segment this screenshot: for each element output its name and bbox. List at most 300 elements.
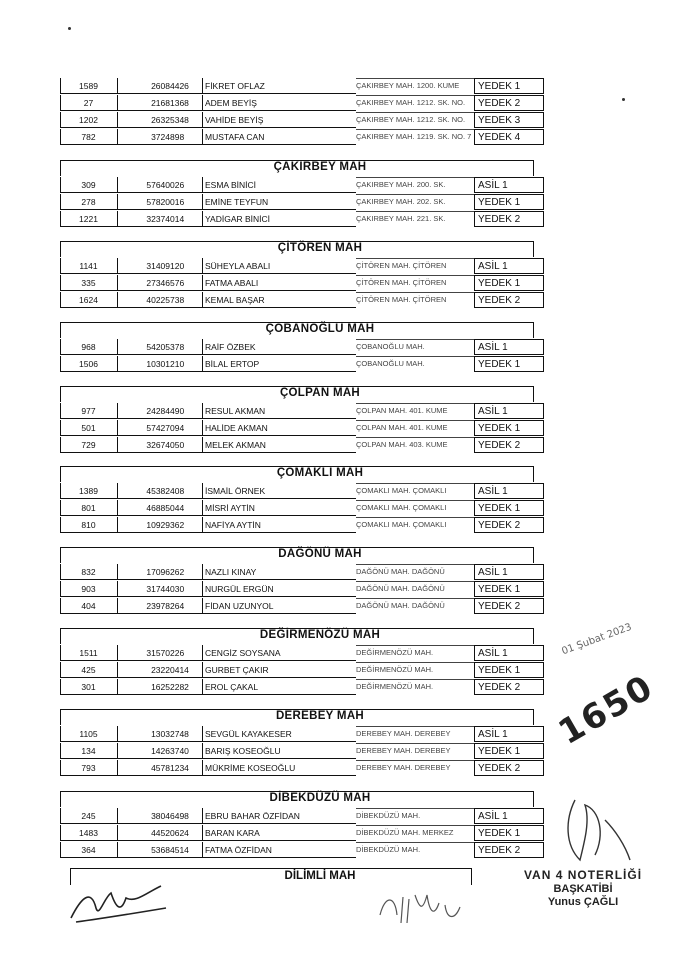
id-number-suffix: 120 — [170, 261, 185, 271]
column-divider — [117, 194, 118, 210]
address: ÇOLPAN MAH. 401. KUME — [356, 420, 474, 437]
status-badge: ASİL 1 — [474, 339, 544, 355]
column-divider — [117, 662, 118, 678]
column-divider — [117, 598, 118, 614]
address: DEREBEY MAH. DEREBEY — [356, 760, 474, 777]
table-row — [60, 760, 544, 776]
column-divider — [117, 483, 118, 499]
entry-number: 793 — [60, 760, 116, 776]
column-divider — [202, 760, 203, 776]
section-title: ÇOLPAN MAH — [279, 387, 361, 399]
status-badge: ASİL 1 — [474, 403, 544, 419]
id-number-suffix: 490 — [170, 406, 185, 416]
address: DEĞİRMENÖZÜ MAH. — [356, 679, 474, 696]
person-name: BARIŞ KOSEOĞLU — [205, 746, 281, 756]
status-badge: YEDEK 1 — [474, 825, 544, 841]
status-badge: ASİL 1 — [474, 177, 544, 193]
entry-number: 364 — [60, 842, 116, 858]
address: DİBEKDÜZÜ MAH. MERKEZ — [356, 825, 474, 842]
status-badge: YEDEK 1 — [474, 275, 544, 291]
column-divider — [117, 129, 118, 145]
section-title: ÇOMAKLI MAH — [276, 467, 364, 479]
column-divider — [202, 403, 203, 419]
column-divider — [117, 743, 118, 759]
person-name: EMİNE TEYFUN — [205, 197, 269, 207]
row-rule — [60, 307, 356, 308]
address: ÇAKIRBEY MAH. 1200. KUME — [356, 78, 474, 95]
date-stamp: 01 Şubat 2023 — [560, 621, 634, 658]
id-number-suffix: 5348 — [170, 115, 189, 125]
section-title: ÇAKIRBEY MAH — [273, 161, 367, 173]
entry-number: 801 — [60, 500, 116, 516]
status-badge: YEDEK 4 — [474, 129, 544, 145]
status-badge: ASİL 1 — [474, 808, 544, 824]
table-row — [60, 564, 544, 580]
entry-number: 1221 — [60, 211, 116, 227]
person-name: NAZLI KINAY — [205, 567, 257, 577]
entry-number: 309 — [60, 177, 116, 193]
column-divider — [117, 258, 118, 274]
column-divider — [117, 78, 118, 94]
address: DİBEKDÜZÜ MAH. — [356, 808, 474, 825]
id-number-suffix: 2748 — [170, 729, 189, 739]
id-number-suffix: 264 — [170, 601, 185, 611]
id-number-part: 24284 — [146, 406, 170, 416]
column-divider — [117, 842, 118, 858]
id-number-suffix: 210 — [170, 359, 185, 369]
address: ÇİTÖREN MAH. ÇİTÖREN — [356, 292, 474, 309]
id-number-part: 27346 — [146, 278, 170, 288]
id-number-part: 57427 — [146, 423, 170, 433]
column-divider — [117, 437, 118, 453]
entry-number: 832 — [60, 564, 116, 580]
entry-number: 1506 — [60, 356, 116, 372]
person-name: FİDAN UZUNYOL — [205, 601, 274, 611]
id-number-part: 2322 — [151, 665, 170, 675]
row-rule — [60, 660, 356, 661]
id-number-suffix: 378 — [170, 342, 185, 352]
address: ÇOLPAN MAH. 401. KUME — [356, 403, 474, 420]
id-number-part: 2632 — [151, 115, 170, 125]
person-name: KEMAL BAŞAR — [205, 295, 265, 305]
row-rule — [60, 371, 356, 372]
row-rule — [60, 209, 356, 210]
address: DEREBEY MAH. DEREBEY — [356, 726, 474, 743]
person-name: NURGÜL ERGÜN — [205, 584, 274, 594]
table-row — [60, 662, 544, 678]
address: DAĞÖNÜ MAH. DAĞÖNÜ — [356, 564, 474, 581]
id-number-suffix: 016 — [170, 197, 185, 207]
status-badge: ASİL 1 — [474, 258, 544, 274]
signature-right — [555, 790, 645, 870]
id-number-suffix: 014 — [170, 214, 185, 224]
section-title: ÇİTÖREN MAH — [277, 242, 363, 254]
id-number-suffix: 6498 — [170, 811, 189, 821]
id-number-part: 32674 — [146, 440, 170, 450]
status-badge: YEDEK 2 — [474, 95, 544, 111]
address: DAĞÖNÜ MAH. DAĞÖNÜ — [356, 581, 474, 598]
id-number-suffix: 3740 — [170, 746, 189, 756]
column-divider — [202, 743, 203, 759]
entry-number: 977 — [60, 403, 116, 419]
entry-number: 245 — [60, 808, 116, 824]
column-divider — [117, 645, 118, 661]
status-badge: YEDEK 2 — [474, 842, 544, 858]
row-rule — [60, 758, 356, 759]
column-divider — [202, 825, 203, 841]
column-divider — [117, 825, 118, 841]
table-row — [60, 645, 544, 661]
entry-number: 501 — [60, 420, 116, 436]
address: ÇAKIRBEY MAH. 1212. SK. NO. — [356, 95, 474, 112]
section-title: DAĞÖNÜ MAH — [278, 548, 362, 560]
table-row — [60, 679, 544, 695]
status-badge: ASİL 1 — [474, 645, 544, 661]
entry-number: 1483 — [60, 825, 116, 841]
person-name: EBRU BAHAR ÖZFİDAN — [205, 811, 300, 821]
row-rule — [60, 840, 356, 841]
table-row — [60, 483, 544, 499]
status-badge: YEDEK 2 — [474, 679, 544, 695]
entry-number: 1141 — [60, 258, 116, 274]
id-number-part: 57820 — [146, 197, 170, 207]
column-divider — [202, 112, 203, 128]
entry-number: 425 — [60, 662, 116, 678]
person-name: GURBET ÇAKIR — [205, 665, 269, 675]
entry-number: 335 — [60, 275, 116, 291]
id-number-part: 2168 — [151, 98, 170, 108]
column-divider — [202, 842, 203, 858]
id-number-suffix: 4514 — [170, 845, 189, 855]
address: ÇAKIRBEY MAH. 1219. SK. NO. 7 — [356, 129, 474, 146]
row-rule — [60, 579, 356, 580]
table-row — [60, 437, 544, 453]
column-divider — [202, 564, 203, 580]
id-number-part: 54205 — [146, 342, 170, 352]
entry-number: 1389 — [60, 483, 116, 499]
column-divider — [202, 808, 203, 824]
column-divider — [202, 517, 203, 533]
column-divider — [117, 726, 118, 742]
person-name: FİKRET OFLAZ — [205, 81, 265, 91]
column-divider — [117, 403, 118, 419]
table-row — [60, 339, 544, 355]
status-badge: YEDEK 2 — [474, 760, 544, 776]
table-row — [60, 194, 544, 210]
table-row — [60, 726, 544, 742]
address: ÇİTÖREN MAH. ÇİTÖREN — [356, 258, 474, 275]
id-number-part: 31409 — [146, 261, 170, 271]
person-name: MUSTAFA CAN — [205, 132, 265, 142]
address: ÇİTÖREN MAH. ÇİTÖREN — [356, 275, 474, 292]
address: DEĞİRMENÖZÜ MAH. — [356, 645, 474, 662]
column-divider — [202, 500, 203, 516]
address: ÇAKIRBEY MAH. 221. SK. — [356, 211, 474, 228]
column-divider — [117, 517, 118, 533]
id-number-suffix: 044 — [170, 503, 185, 513]
person-name: MELEK AKMAN — [205, 440, 266, 450]
person-name: CENGİZ SOYSANA — [205, 648, 281, 658]
status-badge: ASİL 1 — [474, 564, 544, 580]
person-name: RESUL AKMAN — [205, 406, 266, 416]
person-name: BİLAL ERTOP — [205, 359, 260, 369]
signature-left — [66, 878, 176, 928]
row-rule — [60, 857, 356, 858]
status-badge: YEDEK 1 — [474, 500, 544, 516]
section-title: ÇOBANOĞLU MAH — [265, 323, 375, 335]
entry-number: 729 — [60, 437, 116, 453]
table-row — [60, 211, 544, 227]
address: ÇOBANOĞLU MAH. — [356, 339, 474, 356]
column-divider — [202, 211, 203, 227]
table-row — [60, 356, 544, 372]
id-number-suffix: 1234 — [170, 763, 189, 773]
scan-speck — [622, 98, 625, 101]
person-name: İSMAİL ÖRNEK — [205, 486, 266, 496]
column-divider — [202, 420, 203, 436]
section-title: DİBEKDÜZÜ MAH — [269, 792, 371, 804]
table-row — [60, 292, 544, 308]
column-divider — [202, 78, 203, 94]
person-name: FATMA ABALI — [205, 278, 259, 288]
id-number-suffix: 030 — [170, 584, 185, 594]
address: DEREBEY MAH. DEREBEY — [356, 743, 474, 760]
column-divider — [202, 177, 203, 193]
column-divider — [202, 258, 203, 274]
address: ÇAKIRBEY MAH. 202. SK. — [356, 194, 474, 211]
document-number-stamp: 1650 — [551, 667, 661, 753]
id-number-suffix: 026 — [170, 180, 185, 190]
person-name: SEVGÜL KAYAKESER — [205, 729, 292, 739]
entry-number: 278 — [60, 194, 116, 210]
column-divider — [117, 564, 118, 580]
id-number-part: 4578 — [151, 763, 170, 773]
table-row — [60, 598, 544, 614]
table-row — [60, 581, 544, 597]
row-rule — [60, 741, 356, 742]
column-divider — [117, 211, 118, 227]
table-row — [60, 129, 544, 145]
table-row — [60, 403, 544, 419]
table-row — [60, 258, 544, 274]
id-number-part: 40225 — [146, 295, 170, 305]
column-divider — [117, 356, 118, 372]
footer-section-title: DİLİMLİ MAH — [284, 870, 356, 882]
person-name: YADİGAR BİNİCİ — [205, 214, 271, 224]
row-rule — [60, 452, 356, 453]
id-number-part: 1426 — [151, 746, 170, 756]
row-rule — [60, 613, 356, 614]
id-number-part: 5368 — [151, 845, 170, 855]
row-rule — [60, 532, 356, 533]
column-divider — [202, 679, 203, 695]
column-divider — [202, 292, 203, 308]
address: DAĞÖNÜ MAH. DAĞÖNÜ — [356, 598, 474, 615]
status-badge: YEDEK 2 — [474, 211, 544, 227]
id-number-suffix: 262 — [170, 567, 185, 577]
column-divider — [117, 177, 118, 193]
notary-office: VAN 4 NOTERLİĞİ — [523, 868, 643, 882]
table-row — [60, 420, 544, 436]
table-row — [60, 275, 544, 291]
status-badge: YEDEK 1 — [474, 581, 544, 597]
id-number-part: 3804 — [151, 811, 170, 821]
id-number-part: 23978 — [146, 601, 170, 611]
row-rule — [60, 110, 356, 111]
id-number-part: 10929 — [146, 520, 170, 530]
id-number-suffix: 2282 — [170, 682, 189, 692]
column-divider — [202, 726, 203, 742]
section-title: DEREBEY MAH — [275, 710, 365, 722]
row-rule — [60, 93, 356, 94]
status-badge: YEDEK 2 — [474, 437, 544, 453]
column-divider — [117, 95, 118, 111]
entry-number: 903 — [60, 581, 116, 597]
column-divider — [202, 339, 203, 355]
id-number-suffix: 1368 — [170, 98, 189, 108]
id-number-part: 57640 — [146, 180, 170, 190]
address: ÇAKIRBEY MAH. 200. SK. — [356, 177, 474, 194]
id-number-part: 10301 — [146, 359, 170, 369]
person-name: ESMA BİNİCİ — [205, 180, 257, 190]
column-divider — [117, 339, 118, 355]
status-badge: YEDEK 1 — [474, 743, 544, 759]
column-divider — [117, 420, 118, 436]
column-divider — [202, 194, 203, 210]
id-number-part: 32374 — [146, 214, 170, 224]
id-number-part: 31570 — [146, 648, 170, 658]
section-title: DEĞİRMENÖZÜ MAH — [259, 629, 381, 641]
row-rule — [60, 226, 356, 227]
person-name: NAFİYA AYTİN — [205, 520, 261, 530]
row-rule — [60, 144, 356, 145]
id-number-suffix: 0414 — [170, 665, 189, 675]
column-divider — [117, 500, 118, 516]
table-row — [60, 177, 544, 193]
notary-stamp — [518, 868, 648, 908]
row-rule — [60, 677, 356, 678]
column-divider — [117, 292, 118, 308]
entry-number: 27 — [60, 95, 116, 111]
person-name: MÜKRİME KOSEOĞLU — [205, 763, 296, 773]
column-divider — [202, 598, 203, 614]
status-badge: ASİL 1 — [474, 726, 544, 742]
id-number-part: 31744 — [146, 584, 170, 594]
column-divider — [117, 581, 118, 597]
address: ÇAKIRBEY MAH. 1212. SK. NO. — [356, 112, 474, 129]
table-row — [60, 500, 544, 516]
entry-number: 810 — [60, 517, 116, 533]
column-divider — [117, 112, 118, 128]
status-badge: YEDEK 1 — [474, 356, 544, 372]
id-number-part: 2608 — [151, 81, 170, 91]
table-row — [60, 517, 544, 533]
id-number-suffix: 226 — [170, 648, 185, 658]
person-name: SÜHEYLA ABALI — [205, 261, 271, 271]
id-number-part: 4452 — [151, 828, 170, 838]
id-number-suffix: 362 — [170, 520, 185, 530]
person-name: MİSRİ AYTİN — [205, 503, 255, 513]
row-rule — [60, 192, 356, 193]
row-rule — [60, 418, 356, 419]
status-badge: YEDEK 1 — [474, 194, 544, 210]
status-badge: YEDEK 2 — [474, 292, 544, 308]
column-divider — [202, 483, 203, 499]
entry-number: 968 — [60, 339, 116, 355]
column-divider — [117, 760, 118, 776]
status-badge: YEDEK 3 — [474, 112, 544, 128]
address: ÇOLPAN MAH. 403. KUME — [356, 437, 474, 454]
row-rule — [60, 694, 356, 695]
column-divider — [202, 437, 203, 453]
status-badge: YEDEK 1 — [474, 78, 544, 94]
person-name: FATMA ÖZFİDAN — [205, 845, 272, 855]
row-rule — [60, 354, 356, 355]
id-number-suffix: 576 — [170, 278, 185, 288]
entry-number: 404 — [60, 598, 116, 614]
table-row — [60, 112, 544, 128]
column-divider — [117, 275, 118, 291]
table-row — [60, 825, 544, 841]
address: ÇOMAKLI MAH. ÇOMAKLI — [356, 500, 474, 517]
notary-title: BAŞKATİBİ — [553, 883, 613, 895]
column-divider — [202, 129, 203, 145]
table-row — [60, 95, 544, 111]
address: ÇOBANOĞLU MAH. — [356, 356, 474, 373]
id-number-suffix: 4426 — [170, 81, 189, 91]
person-name: ADEM BEYİŞ — [205, 98, 257, 108]
id-number-suffix: 050 — [170, 440, 185, 450]
entry-number: 1202 — [60, 112, 116, 128]
address: ÇOMAKLI MAH. ÇOMAKLI — [356, 517, 474, 534]
table-row — [60, 842, 544, 858]
column-divider — [117, 808, 118, 824]
person-name: HALİDE AKMAN — [205, 423, 268, 433]
row-rule — [60, 498, 356, 499]
id-number-suffix: 898 — [170, 132, 185, 142]
column-divider — [202, 356, 203, 372]
address: ÇOMAKLI MAH. ÇOMAKLI — [356, 483, 474, 500]
id-number-part: 45382 — [146, 486, 170, 496]
table-row — [60, 808, 544, 824]
id-number-part: 3724 — [151, 132, 170, 142]
status-badge: ASİL 1 — [474, 483, 544, 499]
entry-number: 134 — [60, 743, 116, 759]
row-rule — [60, 596, 356, 597]
id-number-part: 17096 — [146, 567, 170, 577]
id-number-suffix: 0624 — [170, 828, 189, 838]
row-rule — [60, 515, 356, 516]
entry-number: 1624 — [60, 292, 116, 308]
id-number-suffix: 408 — [170, 486, 185, 496]
table-row — [60, 78, 544, 94]
column-divider — [202, 645, 203, 661]
entry-number: 301 — [60, 679, 116, 695]
status-badge: YEDEK 1 — [474, 662, 544, 678]
id-number-part: 1625 — [151, 682, 170, 692]
row-rule — [60, 775, 356, 776]
column-divider — [202, 95, 203, 111]
entry-number: 1589 — [60, 78, 116, 94]
row-rule — [60, 273, 356, 274]
column-divider — [202, 275, 203, 291]
signature-middle — [375, 885, 465, 930]
address: DEĞİRMENÖZÜ MAH. — [356, 662, 474, 679]
column-divider — [117, 679, 118, 695]
row-rule — [60, 127, 356, 128]
status-badge: YEDEK 2 — [474, 598, 544, 614]
entry-number: 1105 — [60, 726, 116, 742]
